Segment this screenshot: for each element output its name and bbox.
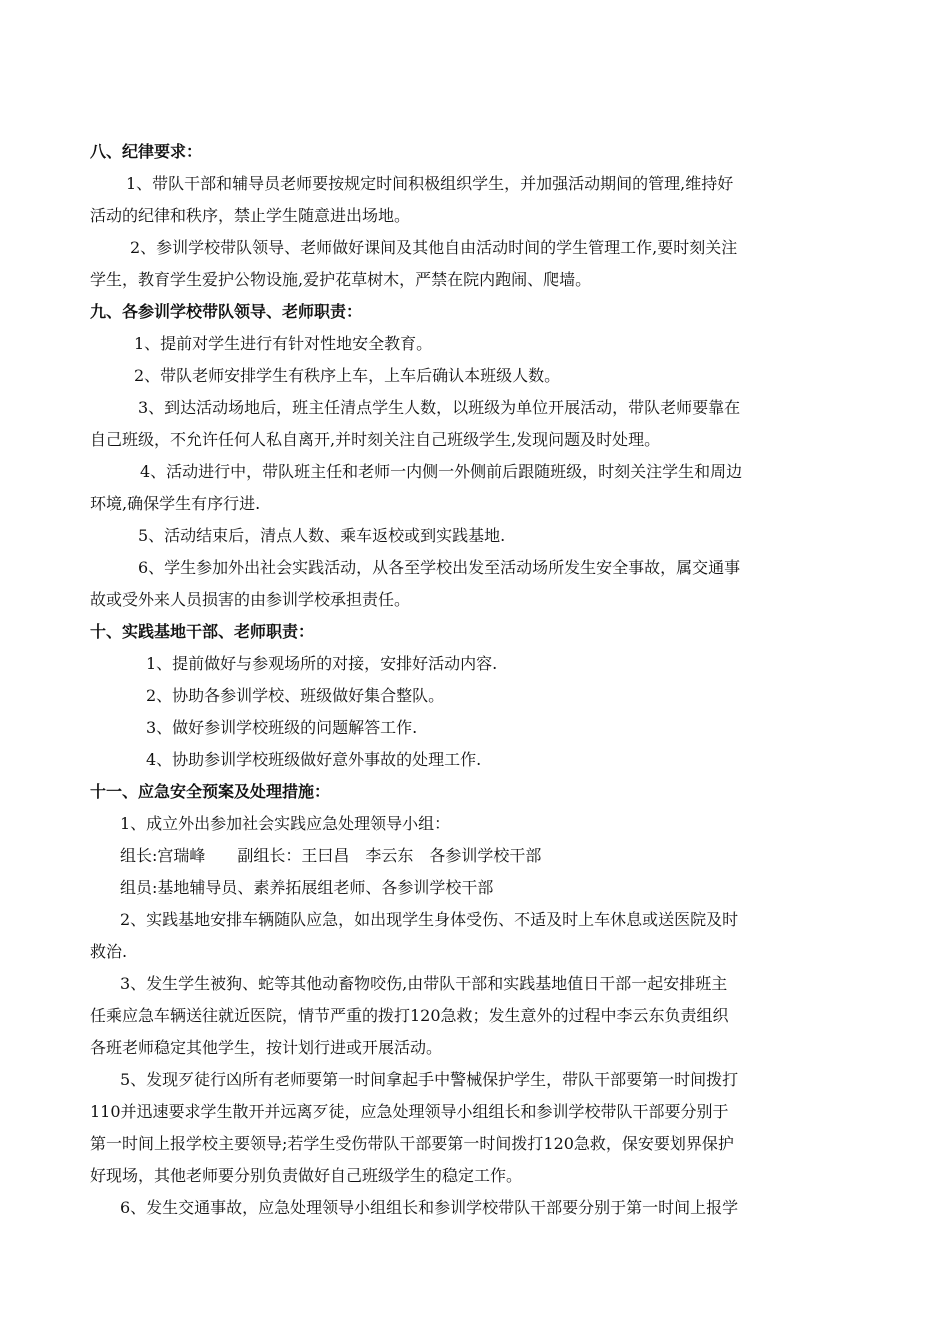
section-11-item-1 [90, 808, 862, 840]
section-11-item-3-line-1: 3、发生学生被狗、蛇等其他动畜物咬伤,由带队干部和实践基地值日干部一起安排班主 [120, 974, 728, 993]
section-11-item-2-line-1: 2、实践基地安排车辆随队应急，如出现学生身体受伤、不适及时上车休息或送医院及时 [120, 910, 739, 929]
section-8-item-2 [90, 232, 862, 296]
section-9-item-3 [90, 392, 862, 456]
section-11-item-3 [90, 968, 862, 1064]
section-9-item-4-line-1: 4、活动进行中，带队班主任和老师一内侧一外侧前后跟随班级，时刻关注学生和周边 [140, 462, 743, 481]
section-9-item-5 [90, 520, 862, 552]
section-11-leader-line [90, 840, 862, 872]
section-9-item-2-line-1: 2、带队老师安排学生有秩序上车，上车后确认本班级人数。 [134, 366, 561, 385]
section-8-item-1-line-1: 1、带队干部和辅导员老师要按规定时间积极组织学生，并加强活动期间的管理,维持好 [126, 174, 734, 193]
section-8-item-2-line-1: 2、参训学校带队领导、老师做好课间及其他自由活动时间的学生管理工作,要时刻关注 [130, 238, 738, 257]
section-11-item-5 [90, 1064, 862, 1192]
section-10-item-2 [90, 680, 862, 712]
section-9-item-1-line-1: 1、提前对学生进行有针对性地安全教育。 [134, 334, 433, 353]
section-11-members-text: 组员:基地辅导员、素养拓展组老师、各参训学校干部 [120, 878, 494, 897]
section-9-item-2 [90, 360, 862, 392]
section-11-item-2 [90, 904, 862, 968]
section-9-item-5-line-1: 5、活动结束后，清点人数、乘车返校或到实践基地. [138, 526, 506, 545]
section-10-item-1-line-1: 1、提前做好与参观场所的对接，安排好活动内容. [146, 654, 498, 673]
section-8-item-2-line-2: 学生，教育学生爱护公物设施,爱护花草树木，严禁在院内跑闹、爬墙。 [90, 270, 592, 289]
section-11-members-line [90, 872, 862, 904]
section-10-item-4 [90, 744, 862, 776]
section-11-item-5-line-3: 第一时间上报学校主要领导;若学生受伤带队干部要第一时间拨打120急救，保安要划界保护 [90, 1134, 734, 1153]
section-9-item-3-line-2: 自己班级，不允许任何人私自离开,并时刻关注自己班级学生,发现问题及时处理。 [90, 430, 661, 449]
section-10-item-2-line-1: 2、协助各参训学校、班级做好集合整队。 [146, 686, 445, 705]
section-10-item-3 [90, 712, 862, 744]
section-10-item-3-line-1: 3、做好参训学校班级的问题解答工作. [146, 718, 418, 737]
section-10-heading: 十、实践基地干部、老师职责： [90, 622, 315, 641]
section-8-item-1-line-2: 活动的纪律和秩序，禁止学生随意进出场地。 [90, 206, 411, 225]
section-8-item-1 [90, 168, 862, 232]
section-10-item-4-line-1: 4、协助参训学校班级做好意外事故的处理工作. [146, 750, 482, 769]
section-9-item-3-line-1: 3、到达活动场地后，班主任清点学生人数，以班级为单位开展活动，带队老师要靠在 [138, 398, 741, 417]
section-11-item-5-line-2: 110并迅速要求学生散开并远离歹徒，应急处理领导小组组长和参训学校带队干部要分别于 [90, 1102, 729, 1121]
section-9-item-4 [90, 456, 862, 520]
section-11-item-3-line-2: 任乘应急车辆送往就近医院，情节严重的拨打120急救；发生意外的过程中李云东负责组织 [90, 1006, 729, 1025]
section-9-item-6 [90, 552, 862, 616]
section-11-heading: 十一、应急安全预案及处理措施： [90, 782, 331, 801]
section-9-item-1 [90, 328, 862, 360]
section-9-item-4-line-2: 环境,确保学生有序行进. [90, 494, 261, 513]
document-page [90, 136, 862, 1224]
section-9-heading: 九、各参训学校带队领导、老师职责： [90, 302, 363, 321]
section-11-item-5-line-1: 5、发现歹徒行凶所有老师要第一时间拿起手中警械保护学生，带队干部要第一时间拨打 [120, 1070, 739, 1089]
section-11-item-3-line-3: 各班老师稳定其他学生，按计划行进或开展活动。 [90, 1038, 443, 1057]
section-11-item-6-line-1: 6、发生交通事故，应急处理领导小组组长和参训学校带队干部要分别于第一时间上报学 [120, 1198, 739, 1217]
section-11-item-2-line-2: 救治. [90, 942, 128, 961]
section-11-leader-text: 组长:宫瑞峰 副组长：王曰昌 李云东 各参训学校干部 [120, 846, 542, 865]
section-8-heading: 八、纪律要求： [90, 142, 203, 161]
section-11-item-6 [90, 1192, 862, 1224]
section-11-item-5-line-4: 好现场，其他老师要分别负责做好自己班级学生的稳定工作。 [90, 1166, 523, 1185]
section-9-item-6-line-1: 6、学生参加外出社会实践活动，从各至学校出发至活动场所发生安全事故，属交通事 [138, 558, 741, 577]
section-10-item-1 [90, 648, 862, 680]
section-9-item-6-line-2: 故或受外来人员损害的由参训学校承担责任。 [90, 590, 411, 609]
section-11-item-1-line-1: 1、成立外出参加社会实践应急处理领导小组： [120, 814, 451, 833]
